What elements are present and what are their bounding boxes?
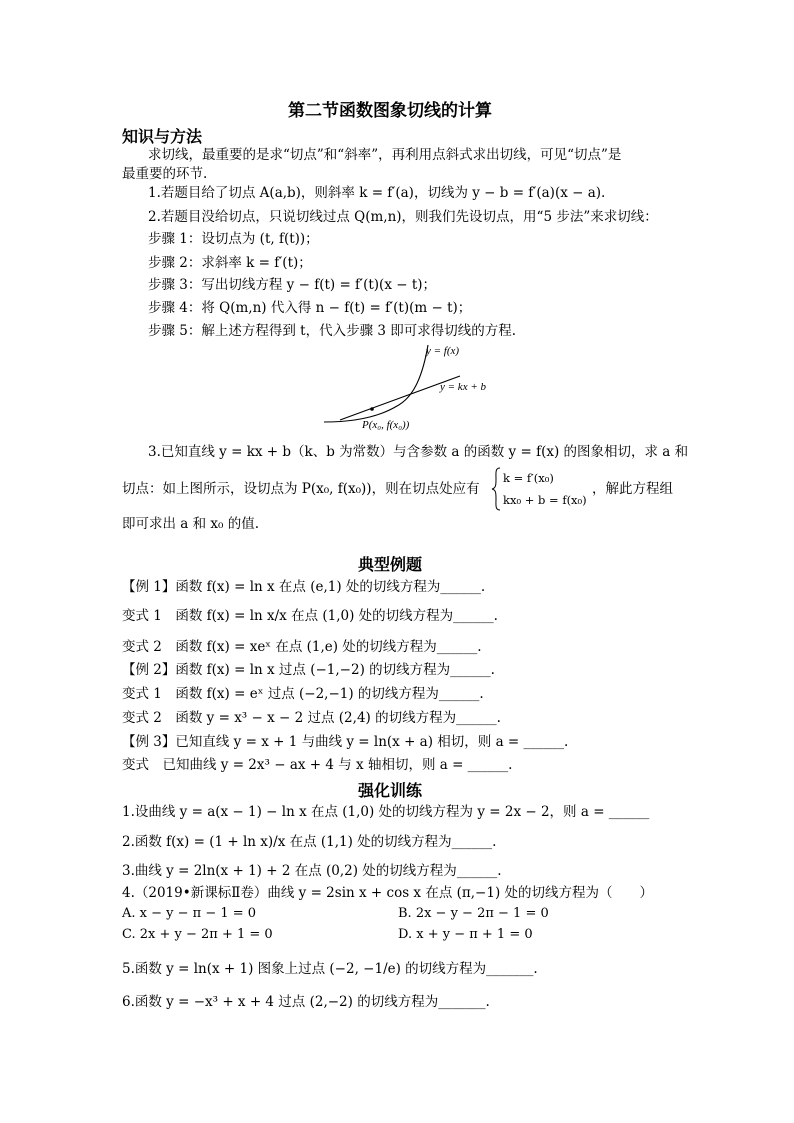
system-equation-2: kx₀ + b = f(x₀)	[503, 493, 587, 507]
knowledge-item-1: 1.若题目给了切点 A(a,b)，则斜率 k = f′(a)，切线为 y − b = f′(a)(x − a).	[148, 185, 606, 201]
training-question-3: 3.曲线 y = 2ln(x + 1) + 2 在点 (0,2) 处的切线方程为______.	[122, 863, 502, 879]
example-item: 【例 3】已知直线 y = x + 1 与曲线 y = ln(x + a) 相切，则 a = ______.	[122, 734, 569, 750]
example-item: 变式 2 函数 f(x) = xeˣ 在点 (1,e) 处的切线方程为______.	[122, 639, 482, 655]
step-5: 步骤 5：解上述方程得到 t，代入步骤 3 即可求得切线的方程.	[148, 323, 517, 339]
system-equation-1: k = f′(x₀)	[503, 471, 554, 485]
knowledge-item-3-line-2-pre: 切点：如上图所示，设切点为 P(x₀, f(x₀))，则在切点处应有	[122, 481, 480, 497]
knowledge-item-3-line-1: 3.已知直线 y = kx + b（k、b 为常数）与含参数 a 的函数 y = f(x) 的图象相切，求 a 和	[148, 444, 689, 460]
example-item: 变式 已知曲线 y = 2x³ − ax + 4 与 x 轴相切，则 a = ______.	[122, 757, 513, 773]
training-question-6: 6.函数 y = −x³ + x + 4 过点 (2,−2) 的切线方程为_______.	[122, 994, 490, 1010]
tangent-point	[370, 407, 374, 411]
example-item: 变式 2 函数 y = x³ − x − 2 过点 (2,4) 的切线方程为______.	[122, 710, 501, 726]
tangent-figure	[322, 340, 512, 435]
step-1: 步骤 1：设切点为 (t, f(t))；	[148, 231, 319, 247]
section-heading-examples: 典型例题	[358, 555, 423, 574]
section-heading-training: 强化训练	[358, 781, 423, 800]
training-question-4: 4.（2019•新课标Ⅱ卷）曲线 y = 2sin x + cos x 在点 (π,−1) 处的切线方程为（ ）	[122, 885, 654, 901]
step-2: 步骤 2：求斜率 k = f′(t)；	[148, 255, 312, 271]
training-question-5: 5.函数 y = ln(x + 1) 图象上过点 (−2, −1/e) 的切线方程为_______.	[122, 961, 538, 977]
knowledge-item-3-line-3: 即可求出 a 和 x₀ 的值.	[122, 516, 260, 532]
example-item: 变式 1 函数 f(x) = eˣ 过点 (−2,−1) 的切线方程为______.	[122, 686, 484, 702]
step-3: 步骤 3：写出切线方程 y − f(t) = f′(t)(x − t)；	[148, 277, 437, 293]
point-label: P(x₀, f(x₀))	[362, 419, 410, 431]
intro-line-1: 求切线，最重要的是求“切点”和“斜率”，再利用点斜式求出切线，可见“切点”是	[148, 147, 622, 163]
page-title: 第二节函数图象切线的计算	[288, 101, 492, 121]
intro-line-2: 最重要的环节.	[122, 166, 208, 182]
knowledge-item-2: 2.若题目没给切点，只说切线过点 Q(m,n)，则我们先设切点，用“5 步法”来求切线：	[148, 209, 658, 225]
training-question-2: 2.函数 f(x) = (1 + ln x)/x 在点 (1,1) 处的切线方程为______.	[122, 834, 497, 850]
example-item: 变式 1 函数 f(x) = ln x/x 在点 (1,0) 处的切线方程为______.	[122, 608, 498, 624]
equation-system	[491, 467, 601, 511]
curve-y-f-x	[324, 345, 428, 422]
option-d: D. x + y − π + 1 = 0	[398, 927, 533, 942]
knowledge-item-3-line-2-post: ，解此方程组	[592, 481, 673, 497]
line-label: y = kx + b	[440, 381, 486, 393]
curve-label: y = f(x)	[426, 345, 460, 357]
example-item: 【例 2】函数 f(x) = ln x 过点 (−1,−2) 的切线方程为______.	[122, 662, 495, 678]
section-heading-knowledge: 知识与方法	[122, 127, 203, 146]
step-4: 步骤 4：将 Q(m,n) 代入得 n − f(t) = f′(t)(m − t)；	[148, 300, 472, 316]
training-question-1: 1.设曲线 y = a(x − 1) − ln x 在点 (1,0) 处的切线方程为 y = 2x − 2，则 a = ______	[122, 804, 650, 820]
option-c: C. 2x + y − 2π + 1 = 0	[122, 927, 273, 942]
option-a: A. x − y − π − 1 = 0	[122, 906, 257, 921]
left-brace	[491, 467, 501, 511]
example-item: 【例 1】函数 f(x) = ln x 在点 (e,1) 处的切线方程为______.	[122, 579, 486, 595]
option-b: B. 2x − y − 2π − 1 = 0	[398, 906, 549, 921]
